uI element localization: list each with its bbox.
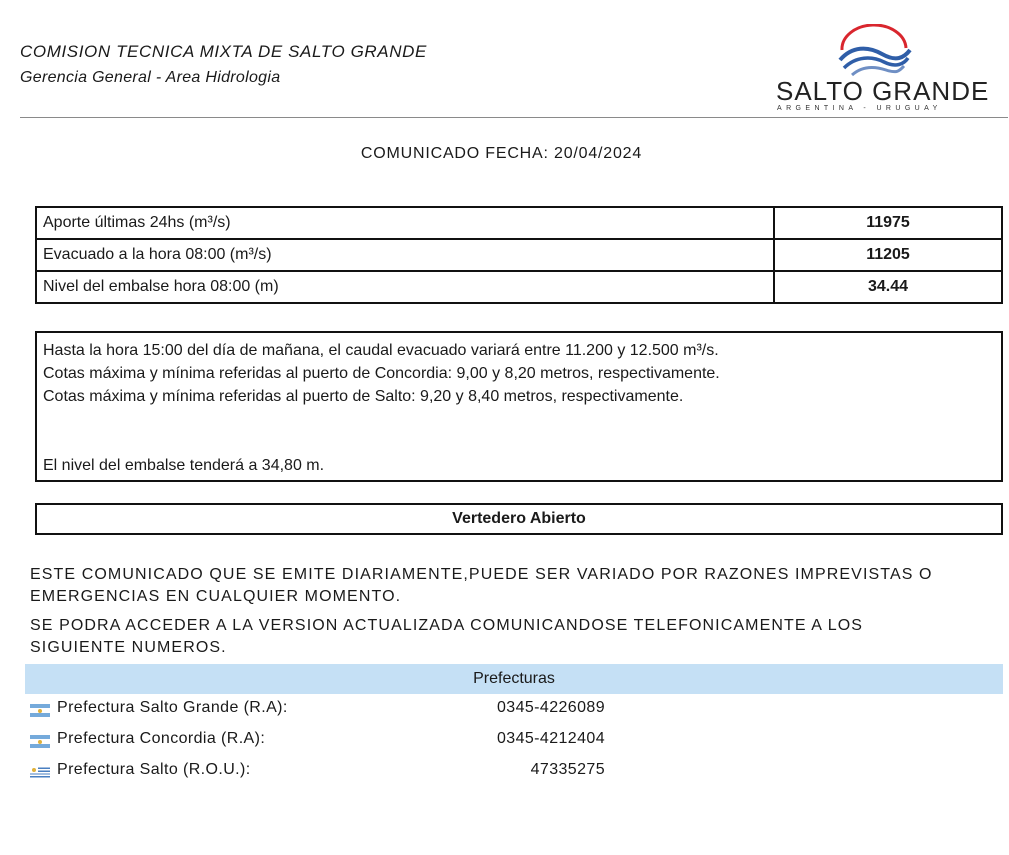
forecast-line: Hasta la hora 15:00 del día de mañana, el caudal evacuado variará entre 11.200 y 12.500 m³/s. [43, 342, 719, 359]
notice-line: ESTE COMUNICADO QUE SE EMITE DIARIAMENTE,PUEDE SER VARIADO POR RAZONES IMPREVISTAS O [30, 566, 933, 583]
metric-label: Evacuado a la hora 08:00 (m³/s) [36, 239, 774, 271]
metrics-table [35, 206, 1003, 304]
salto-grande-logo [770, 20, 990, 115]
organization-name: COMISION TECNICA MIXTA DE SALTO GRANDE [20, 42, 427, 61]
prefectura-name: Prefectura Salto Grande (R.A): [57, 699, 288, 716]
metric-label: Nivel del embalse hora 08:00 (m) [36, 271, 774, 303]
notice-variation [30, 564, 933, 608]
argentina-flag-icon [30, 704, 50, 717]
metric-label: Aporte últimas 24hs (m³/s) [36, 207, 774, 239]
logo-subtitle: ARGENTINA - URUGUAY [777, 105, 942, 112]
prefectura-name: Prefectura Salto (R.O.U.): [57, 761, 251, 778]
prefectura-phone[interactable]: 0345-4226089 [496, 699, 605, 716]
forecast-line: El nivel del embalse tenderá a 34,80 m. [43, 457, 325, 474]
forecast-line: Cotas máxima y mínima referidas al puerto de Concordia: 9,00 y 8,20 metros, respectivamente. [43, 365, 720, 382]
metric-value: 34.44 [774, 271, 1002, 303]
prefectura-phone[interactable]: 0345-4212404 [496, 730, 605, 747]
notice-line: EMERGENCIAS EN CUALQUIER MOMENTO. [30, 588, 402, 605]
logo-name: SALTO GRANDE [776, 76, 990, 106]
prefecturas-header: Prefecturas [25, 664, 1003, 694]
department-name: Gerencia General - Area Hidrologia [20, 69, 281, 86]
notice-phone [30, 615, 863, 659]
forecast-line: Cotas máxima y mínima referidas al puerto de Salto: 9,20 y 8,40 metros, respectivamente. [43, 388, 684, 405]
argentina-flag-icon [30, 735, 50, 748]
notice-line: SE PODRA ACCEDER A LA VERSION ACTUALIZADA COMUNICANDOSE TELEFONICAMENTE A LOS [30, 617, 864, 634]
header-divider [20, 117, 1008, 118]
salto-grande-logo-icon [834, 24, 914, 80]
prefectura-phone[interactable]: 47335275 [530, 761, 605, 778]
metric-value: 11205 [774, 239, 1002, 271]
spillway-status: Vertedero Abierto [35, 503, 1003, 535]
notice-line: SIGUIENTE NUMEROS. [30, 639, 227, 656]
communique-date: COMUNICADO FECHA: 20/04/2024 [360, 145, 643, 162]
forecast-box [35, 331, 1003, 482]
metric-value: 11975 [774, 207, 1002, 239]
table-row [36, 207, 1002, 239]
table-row [36, 239, 1002, 271]
uruguay-flag-icon [30, 766, 50, 779]
table-row [36, 271, 1002, 303]
prefectura-name: Prefectura Concordia (R.A): [57, 730, 266, 747]
